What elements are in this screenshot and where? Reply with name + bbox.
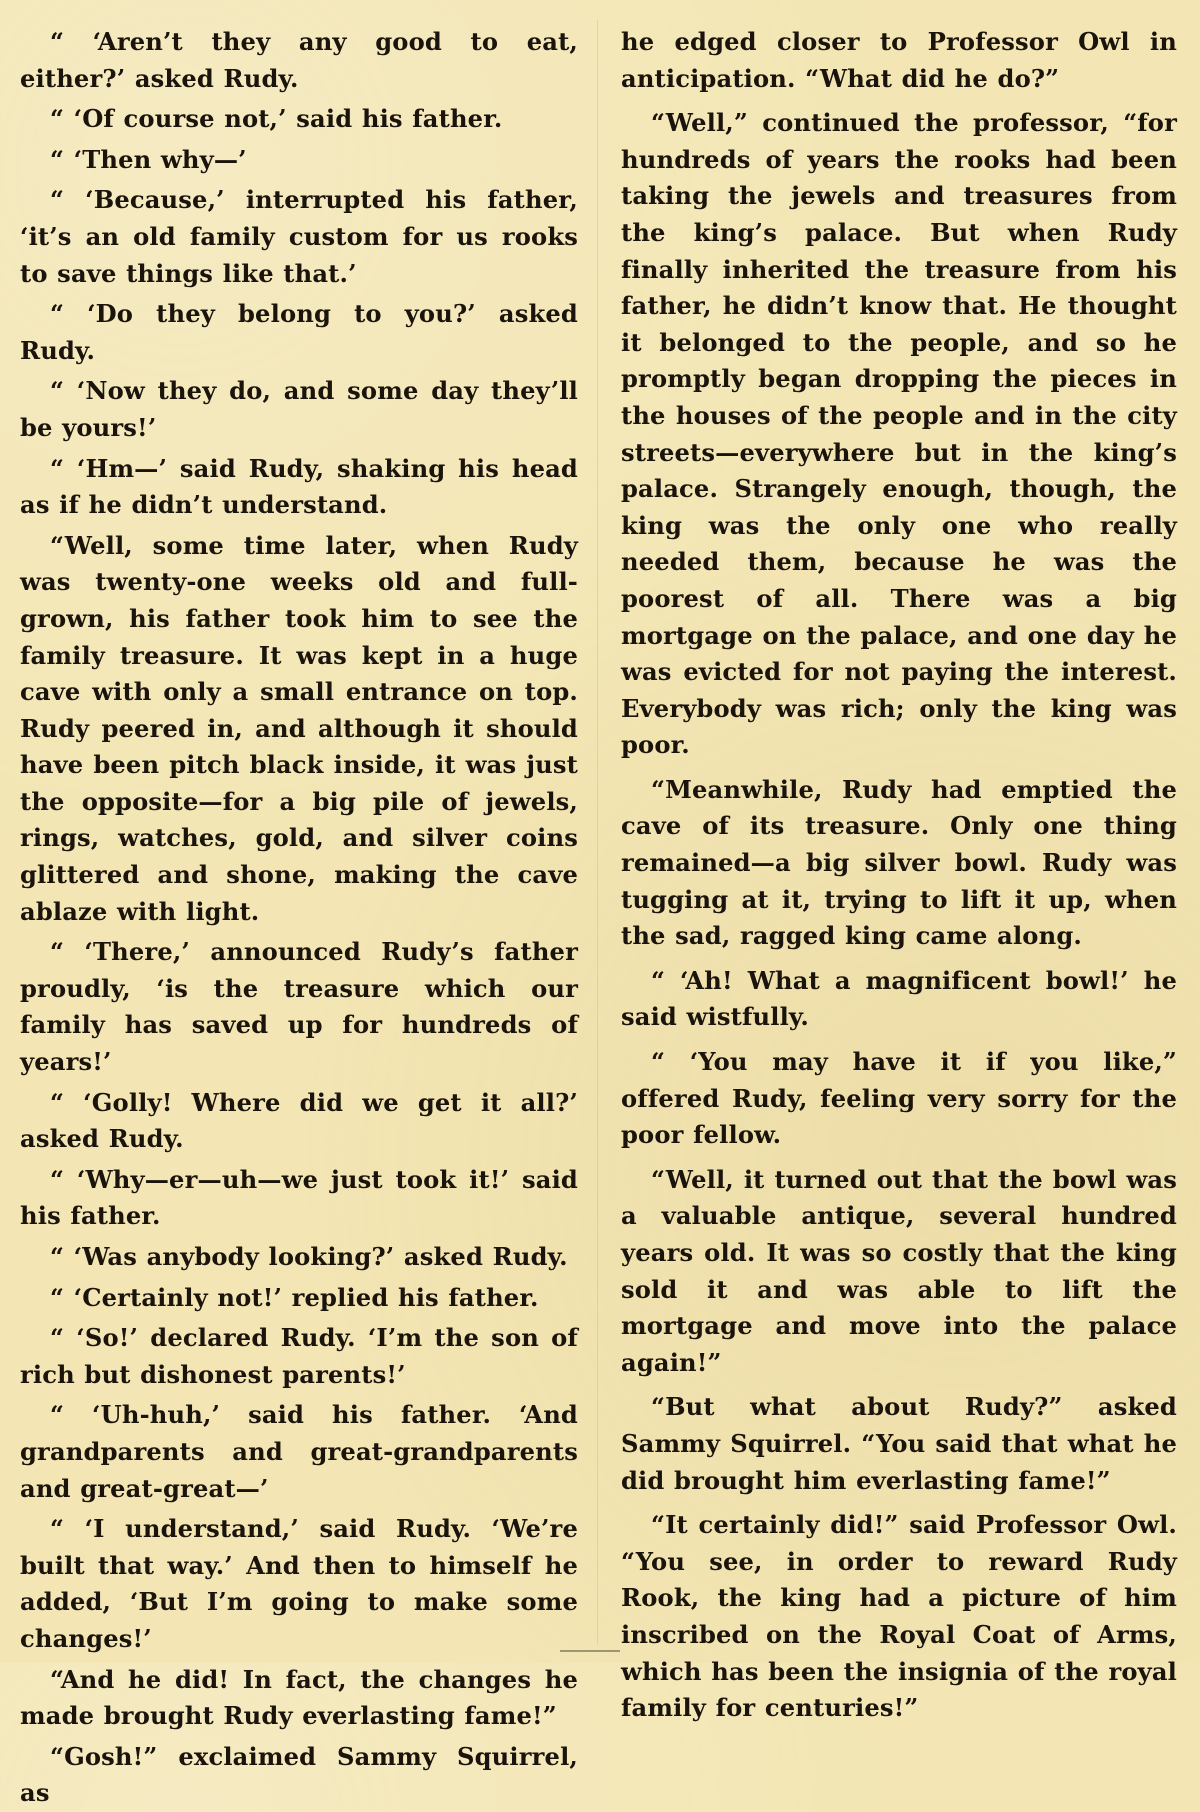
paragraph: “Meanwhile, Rudy had emptied the cave of its treasure. Only one thing remained—a big silver bowl. Rudy was tugging at it, trying to lift it up, when the sad, ragged king came along. (621, 774, 1177, 951)
paragraph: “ ‘Ah! What a magnificent bowl!’ he said wistfully. (621, 965, 1177, 1032)
paragraph: “ ‘I understand,’ said Rudy. ‘We’re built that way.’ And then to himself he added, ‘But I’m going to make some changes!’ (20, 1514, 578, 1653)
paragraph: “It certainly did!” said Professor Owl. “You see, in order to reward Rudy Rook, the king had a picture of him inscribed on the Royal Coat of Arms, which has been the insignia of the royal family for centuries!” (621, 1510, 1177, 1723)
paragraph: “ ‘So!’ declared Rudy. ‘I’m the son of rich but dishonest parents!’ (20, 1323, 578, 1389)
paragraph: “ ‘You may have it if you like,” offered Rudy, feeling very sorry for the poor fellow. (621, 1047, 1177, 1150)
paragraph: “ ‘Hm—’ said Rudy, shaking his head as if he didn’t understand. (20, 453, 578, 520)
paragraph: “ ‘Do they belong to you?’ asked Rudy. (20, 299, 578, 365)
paragraph: “And he did! In fact, the changes he made brought Rudy everlasting fame!” (20, 1664, 578, 1731)
paragraph: he edged closer to Professor Owl in anticipation. “What did he do?” (621, 27, 1177, 93)
paragraph: “ ‘Certainly not!’ replied his father. (50, 1282, 539, 1312)
paragraph: “ ‘Uh-huh,’ said his father. ‘And grandparents and great-grandparents and great-great—’ (20, 1400, 578, 1503)
left-column (20, 24, 578, 1808)
page-mark (560, 1650, 620, 1652)
paragraph: “Well,” continued the professor, “for hundreds of years the rooks had been taking the jewels and treasures from the king’s palace. But when Rudy finally inherited the treasure from his father, he didn’t know that. He thought it belonged to the people, and so he promptly began dropping the pieces in the houses of the people and in the city streets—everywhere but in the king’s palace. Strangely enough, though, the king was the only one who really needed them, because he was the poorest of all. There was a big mortgage on the palace, and one day he was evicted for not paying the interest. Everybody was rich; only the king was poor. (621, 108, 1177, 760)
paragraph: “ ‘Golly! Where did we get it all?’ asked Rudy. (20, 1087, 578, 1154)
column-divider (597, 20, 598, 1645)
paragraph: “ ‘Then why—’ (50, 144, 247, 174)
paragraph: “Well, some time later, when Rudy was twenty-one weeks old and full-grown, his father took him to see the family treasure. It was kept in a huge cave with only a small entrance on top. Rudy peered in, and although it should have been pitch black inside, it was just the opposite—for a big pile of jewels, rings, watches, gold, and silver coins glittered and shone, making the cave ablaze with light. (20, 530, 578, 926)
paragraph: “But what about Rudy?” asked Sammy Squirrel. “You said that what he did brought him everlasting fame!” (621, 1392, 1177, 1495)
paragraph: “ ‘Now they do, and some day they’ll be yours!’ (20, 376, 578, 442)
paragraph: “ ‘There,’ announced Rudy’s father proudly, ‘is the treasure which our family has saved up for hundreds of years!’ (20, 937, 578, 1077)
paragraph: “ ‘Why—er—uh—we just took it!’ said his father. (20, 1164, 578, 1231)
paragraph: “Well, it turned out that the bowl was a valuable antique, several hundred years old. It was so costly that the king sold it and was able to lift the mortgage and move into the palace again!” (621, 1164, 1177, 1377)
paragraph: “ ‘Aren’t they any good to eat, either?’ asked Rudy. (20, 27, 578, 93)
paragraph: “ ‘Of course not,’ said his father. (50, 104, 503, 134)
paragraph: “ ‘Because,’ interrupted his father, ‘it’s an old family custom for us rooks to save things like that.’ (20, 185, 578, 288)
paragraph: “Gosh!” exclaimed Sammy Squirrel, as (20, 1741, 578, 1808)
paragraph: “ ‘Was anybody looking?’ asked Rudy. (50, 1242, 568, 1271)
right-column (621, 24, 1177, 1723)
